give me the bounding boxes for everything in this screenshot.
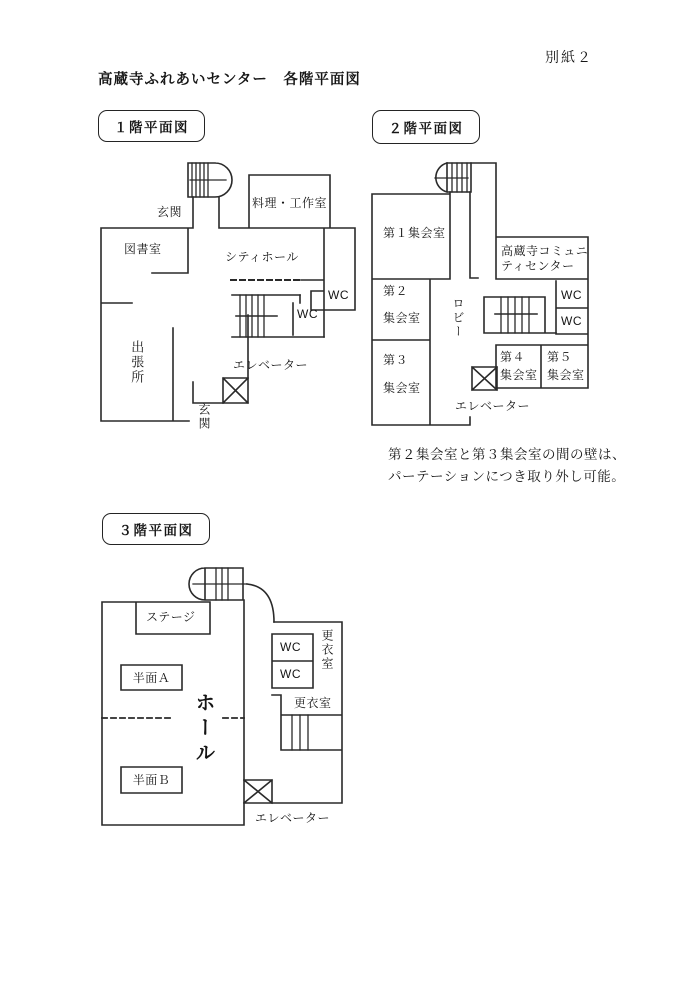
partition-note-line2: パーテーションにつき取り外し可能。 — [388, 469, 626, 484]
floor3-inner-stairs-icon — [292, 715, 308, 750]
floor3-label-elevator: エレベーター — [255, 811, 331, 825]
partition-note-line1: 第２集会室と第３集会室の間の壁は、 — [388, 447, 626, 462]
floor2-label-meeting4-room: 集会室 — [500, 368, 538, 382]
floor3-label-changing-right: 更衣室 — [320, 629, 334, 671]
floor3-heading-box — [102, 513, 210, 545]
floor3-walls — [102, 600, 342, 825]
floor3-label-wc-upper: WC — [280, 640, 301, 654]
floor1-label-cooking-room: 料理・工作室 — [251, 196, 327, 210]
floor1-label-wc-upper: WC — [328, 288, 349, 302]
floor2-label-meeting3-room: 集会室 — [383, 381, 421, 395]
floor3-elevator-crossbox-icon — [244, 780, 272, 803]
floor2-elevator-crossbox-icon — [472, 367, 497, 390]
floor3-stair-curve — [247, 584, 274, 622]
floor2-heading-label: ２階平面図 — [388, 121, 464, 136]
floor2-label-meeting2-no: 第２ — [383, 284, 409, 298]
floor1-label-library: 図書室 — [124, 242, 162, 256]
floor3-label-wc-lower: WC — [280, 667, 301, 681]
floor3-label-half-a: 半面Ａ — [132, 671, 171, 685]
floor2-label-meeting1: 第１集会室 — [383, 226, 446, 240]
floor1-label-entrance-bottom: 玄関 — [197, 403, 211, 431]
page-title: 高蔵寺ふれあいセンター 各階平面図 — [98, 72, 361, 88]
floor2-label-elevator: エレベーター — [455, 399, 531, 413]
floor2-label-lobby: ロビー — [451, 297, 465, 339]
partition-note — [388, 444, 626, 488]
floor2-label-wc-lower: WC — [561, 314, 582, 328]
floor2-label-meeting5-no: 第５ — [547, 350, 573, 364]
floor2-label-community-line1: 高蔵寺コミュニ — [501, 244, 589, 258]
floor1-label-branch-office: 出張所 — [129, 340, 145, 385]
floor1-label-entrance-top: 玄関 — [157, 205, 183, 219]
floor3-heading-label: ３階平面図 — [118, 523, 194, 538]
floor2-label-meeting4-no: 第４ — [500, 350, 526, 364]
floor1-heading-label: １階平面図 — [114, 120, 189, 135]
floor3-label-half-b: 半面Ｂ — [132, 773, 171, 787]
floor3-label-changing-lower: 更衣室 — [294, 696, 332, 710]
floor1-label-city-hall: シティホール — [225, 250, 299, 264]
floor2-label-meeting5-room: 集会室 — [547, 368, 585, 382]
floor1-label-wc-lower: WC — [297, 307, 318, 321]
floor1-stairs-icon — [188, 163, 232, 197]
floor1-heading-box — [98, 110, 205, 142]
floor3-label-stage: ステージ — [146, 610, 196, 624]
floor1-elevator-crossbox-icon — [223, 378, 248, 403]
floor3-label-hall: ホール — [192, 692, 214, 767]
floor2-label-community-line2: ティセンター — [501, 259, 575, 273]
floor2-heading-box — [372, 110, 480, 144]
floor3-stairs-icon — [189, 568, 247, 600]
floor2-label-meeting3-no: 第３ — [383, 353, 409, 367]
floor2-label-wc-upper: WC — [561, 288, 582, 302]
floor1-label-elevator: エレベーター — [233, 358, 309, 372]
floor2-inner-stairs-icon — [484, 297, 556, 333]
floor2-label-meeting2-room: 集会室 — [383, 311, 421, 325]
floor2-stairs-icon — [435, 163, 471, 192]
attachment-number: 別紙２ — [545, 49, 593, 65]
